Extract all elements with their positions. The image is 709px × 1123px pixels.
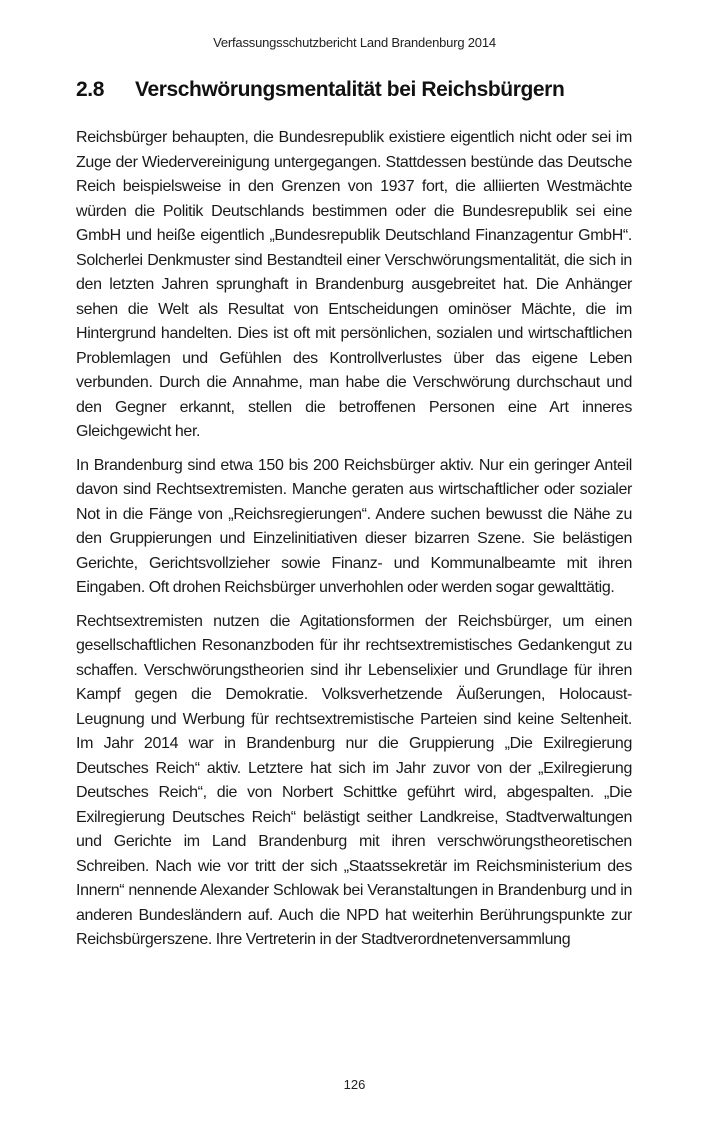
running-header: Verfassungsschutzbericht Land Brandenburg 2014	[213, 35, 496, 50]
page-number: 126	[343, 1077, 366, 1092]
body-text	[76, 126, 632, 962]
section-title: Verschwörungsmentalität bei Reichsbürgern	[135, 78, 565, 101]
paragraph: In Brandenburg sind etwa 150 bis 200 Reichsbürger aktiv. Nur ein geringer Anteil davon sind Rechtsextremisten. Manche geraten aus wirtschaftlicher oder sozialer Not in die Fänge von „Reichsregierungen“. Andere suchen bewusst die Nähe zu den Gruppierungen und Einzelinitiativen dieser bizarren Szene. Sie belästigen Gerichte, Gerichtsvollzieher sowie Finanz- und Kommunalbeamte mit ihren Eingaben. Oft drohen Reichsbürger unverhohlen oder werden sogar gewalttätig.	[76, 456, 632, 596]
paragraph: Rechtsextremisten nutzen die Agitationsformen der Reichsbürger, um einen gesellschaftlichen Resonanzboden für ihr rechtsextremistisches Gedankengut zu schaffen. Verschwörungstheorien sind ihr Lebenselixier und Grundlage für ihren Kampf gegen die Demokratie. Volksverhetzende Äußerungen, Holocaust-Leugnung und Werbung für rechtsextremistische Parteien sind keine Seltenheit. Im Jahr 2014 war in Brandenburg nur die Gruppierung „Die Exilregierung Deutsches Reich“ aktiv. Letztere hat sich im Jahr zuvor von der „Exilregierung Deutsches Reich“, die von Norbert Schittke geführt wird, abgespalten. „Die Exilregierung Deutsches Reich“ belästigt seither Landkreise, Stadtverwaltungen und Gerichte im Land Brandenburg mit ihren verschwörungstheoretischen Schreiben. Nach wie vor tritt der sich „Staatssekretär im Reichsministerium des Innern“ nennende Alexander Schlowak bei Veranstaltungen in Brandenburg und in anderen Bundesländern auf. Auch die NPD hat weiterhin Berührungspunkte zur Reichsbürgerszene. Ihre Vertreterin in der Stadtverordnetenversammlung	[76, 612, 632, 948]
section-heading	[76, 78, 636, 102]
section-number: 2.8	[76, 78, 104, 101]
paragraph: Reichsbürger behaupten, die Bundesrepublik existiere eigentlich nicht oder sei im Zuge der Wiedervereinigung untergegangen. Stattdessen bestünde das Deutsche Reich beispielsweise in den Grenzen von 1937 fort, die alliierten Westmächte würden die Politik Deutschlands bestimmen oder die Bundesrepublik sei eine GmbH und heiße eigentlich „Bundesrepublik Deutschland Finanzagentur GmbH“. Solcherlei Denkmuster sind Bestandteil einer Verschwörungsmentalität, die sich in den letzten Jahren sprunghaft in Brandenburg ausgebreitet hat. Die Anhänger sehen die Welt als Resultat von Entscheidungen ominöser Mächte, die im Hintergrund handelten. Dies ist oft mit persönlichen, sozialen und wirtschaftlichen Problemlagen und Gefühlen des Kontrollverlustes über das eigene Leben verbunden. Durch die Annahme, man habe die Verschwörung durchschaut und den Gegner erkannt, stellen die betroffenen Personen eine Art inneres Gleichgewicht her.	[76, 129, 632, 440]
